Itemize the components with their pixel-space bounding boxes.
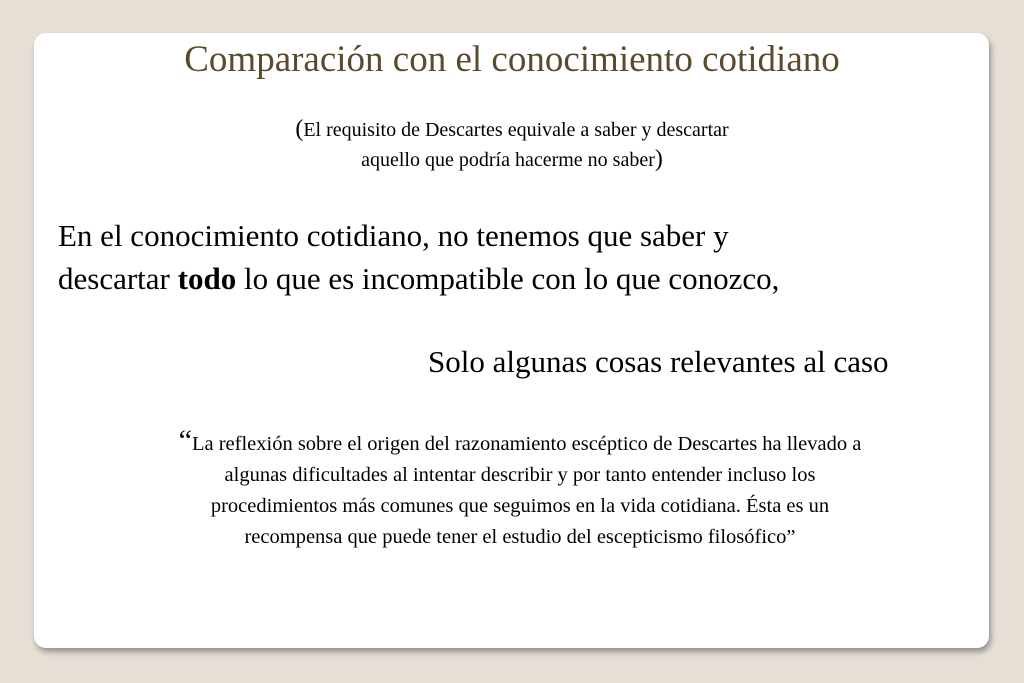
quote-line-2: algunas dificultades al intentar describir y por tanto entender incluso los: [224, 464, 816, 486]
relevant-note: Solo algunas cosas relevantes al caso: [428, 344, 889, 379]
quote-line-3: procedimientos más comunes que seguimos en la vida cotidiana. Ésta es un: [210, 495, 830, 517]
main-paragraph-line-2-start: descartar: [58, 261, 178, 296]
slide-subtitle: [0, 115, 1024, 175]
slide-title: Comparación con el conocimiento cotidiano: [184, 39, 840, 80]
subtitle-close-paren: ): [654, 146, 663, 172]
subtitle-open-paren: (: [295, 116, 304, 142]
quote-line-4: recompensa que puede tener el estudio del escepticismo filosófico”: [244, 526, 796, 548]
main-paragraph: [58, 214, 998, 300]
quote-open-mark: “: [178, 424, 192, 457]
subtitle-line-1: El requisito de Descartes equivale a saber y descartar: [303, 119, 729, 141]
quote-line-1: La reflexión sobre el origen del razonamiento escéptico de Descartes ha llevado a: [191, 433, 862, 455]
subtitle-line-2: aquello que podría hacerme no saber: [361, 149, 655, 171]
main-paragraph-emphasis: todo: [177, 261, 237, 296]
main-paragraph-line-2-end: lo que es incompatible con lo que conozco,: [236, 261, 780, 296]
quote-block: [60, 425, 980, 553]
main-paragraph-line-1: En el conocimiento cotidiano, no tenemos que saber y: [58, 218, 729, 253]
